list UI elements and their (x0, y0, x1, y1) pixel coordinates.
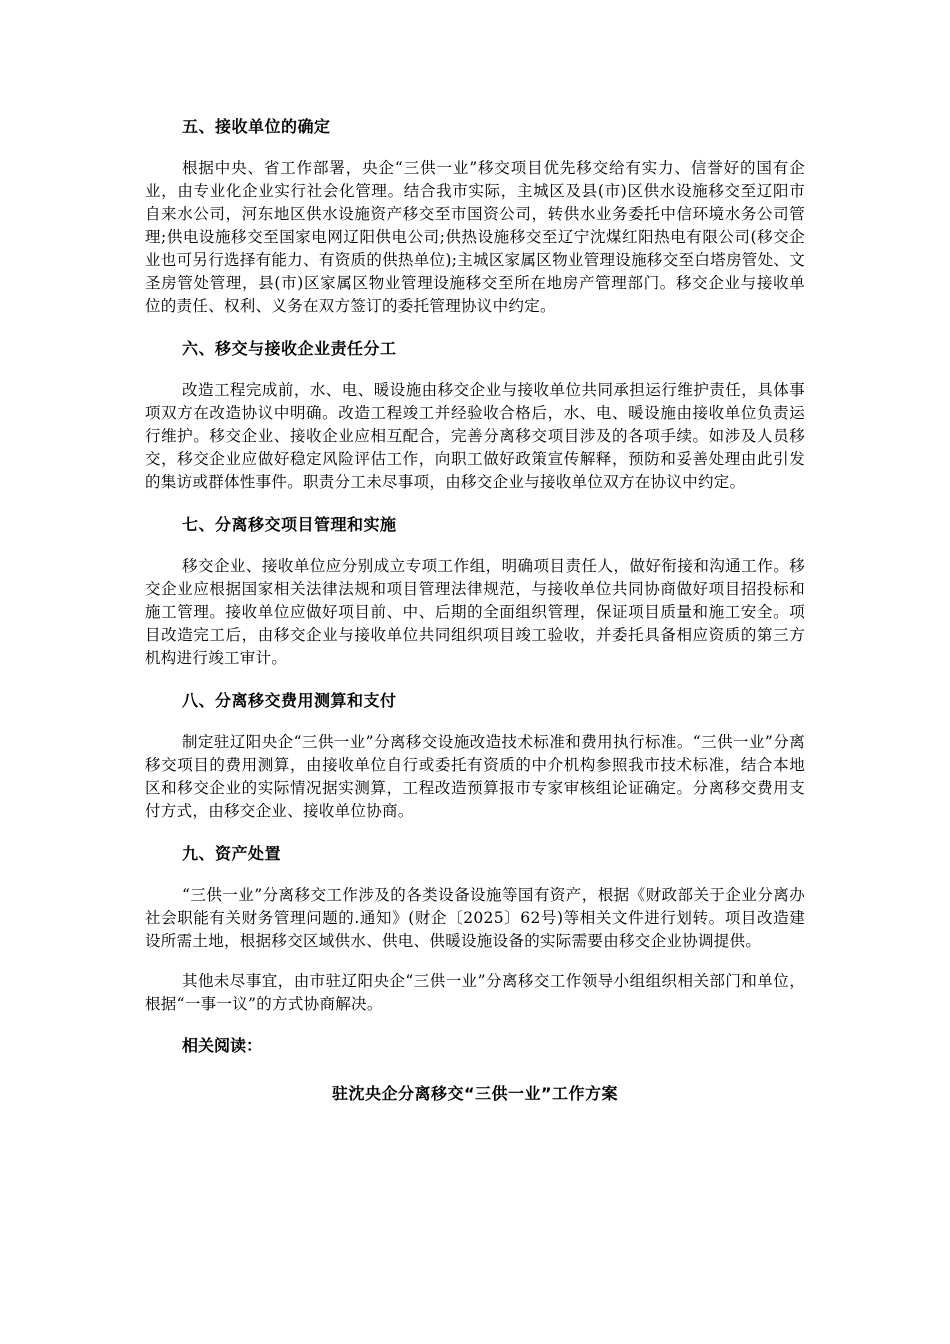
section-paragraph: 制定驻辽阳央企“三供一业”分离移交设施改造技术标准和费用执行标准。“三供一业”分离移交项目的费用测算，由接收单位自行或委托有资质的中介机构参照我市技术标准，结合本地区和移交企业的实际情况据实测算，工程改造预算报市专家审核组论证确定。分离移交费用支付方式，由移交企业、接收单位协商。 (145, 733, 805, 820)
section-paragraph: 改造工程完成前，水、电、暖设施由移交企业与接收单位共同承担运行维护责任，具体事项双方在改造协议中明确。改造工程竣工并经验收合格后，水、电、暖设施由接收单位负责运行维护。移交企业、接收企业应相互配合，完善分离移交项目涉及的各项手续。如涉及人员移交，移交企业应做好稳定风险评估工作，向职工做好政策宣传解释，预防和妥善处理由此引发的集访或群体性事件。职责分工未尽事项，由移交企业与接收单位双方在协议中约定。 (145, 381, 805, 491)
section-9 (145, 840, 805, 1016)
section-heading: 六、移交与接收企业责任分工 (182, 339, 397, 358)
document-body (145, 113, 805, 1108)
related-article-link[interactable]: 驻沈央企分离移交“三供一业”工作方案 (331, 1084, 619, 1103)
section-paragraph: 根据中央、省工作部署，央企“三供一业”移交项目优先移交给有实力、信誉好的国有企业，由专业化企业实行社会化管理。结合我市实际，主城区及县(市)区供水设施移交至辽阳市自来水公司，河东地区供水设施资产移交至市国资公司，转供水业务委托中信环境水务公司管理;供电设施移交至国家电网辽阳供电公司;供热设施移交至辽宁沈煤红阳热电有限公司(移交企业也可另行选择有能力、有资质的供热单位);主城区家属区物业管理设施移交至白塔房管处、文圣房管处管理，县(市)区家属区物业管理设施移交至所在地房产管理部门。移交企业与接收单位的责任、权利、义务在双方签订的委托管理协议中约定。 (145, 159, 805, 315)
section-8 (145, 687, 805, 823)
section-paragraph: 移交企业、接收单位应分别成立专项工作组，明确项目责任人，做好衔接和沟通工作。移交企业应根据国家相关法律法规和项目管理法律规范，与接收单位共同协商做好项目招投标和施工管理。接收单位应做好项目前、中、后期的全面组织管理，保证项目质量和施工安全。项目改造完工后，由移交企业与接收单位共同组织项目竣工验收，并委托具备相应资质的第三方机构进行竣工审计。 (145, 557, 805, 667)
section-heading: 八、分离移交费用测算和支付 (182, 691, 397, 710)
section-heading: 七、分离移交项目管理和实施 (182, 515, 397, 534)
section-heading: 九、资产处置 (182, 844, 282, 863)
related-reading-label: 相关阅读： (182, 1036, 263, 1055)
section-7 (145, 511, 805, 670)
section-6 (145, 335, 805, 494)
section-paragraph: “三供一业”分离移交工作涉及的各类设备设施等国有资产，根据《财政部关于企业分离办社会职能有关财务管理问题的.通知》(财企〔2025〕62号)等相关文件进行划转。项目改造建设所需土地，根据移交区域供水、供电、供暖设施设备的实际需要由移交企业协调提供。 (145, 886, 805, 950)
section-heading: 五、接收单位的确定 (182, 117, 331, 136)
section-5 (145, 113, 805, 318)
closing-paragraph: 其他未尽事宜，由市驻辽阳央企“三供一业”分离移交工作领导小组组织相关部门和单位，根据“一事一议”的方式协商解决。 (145, 972, 805, 1013)
